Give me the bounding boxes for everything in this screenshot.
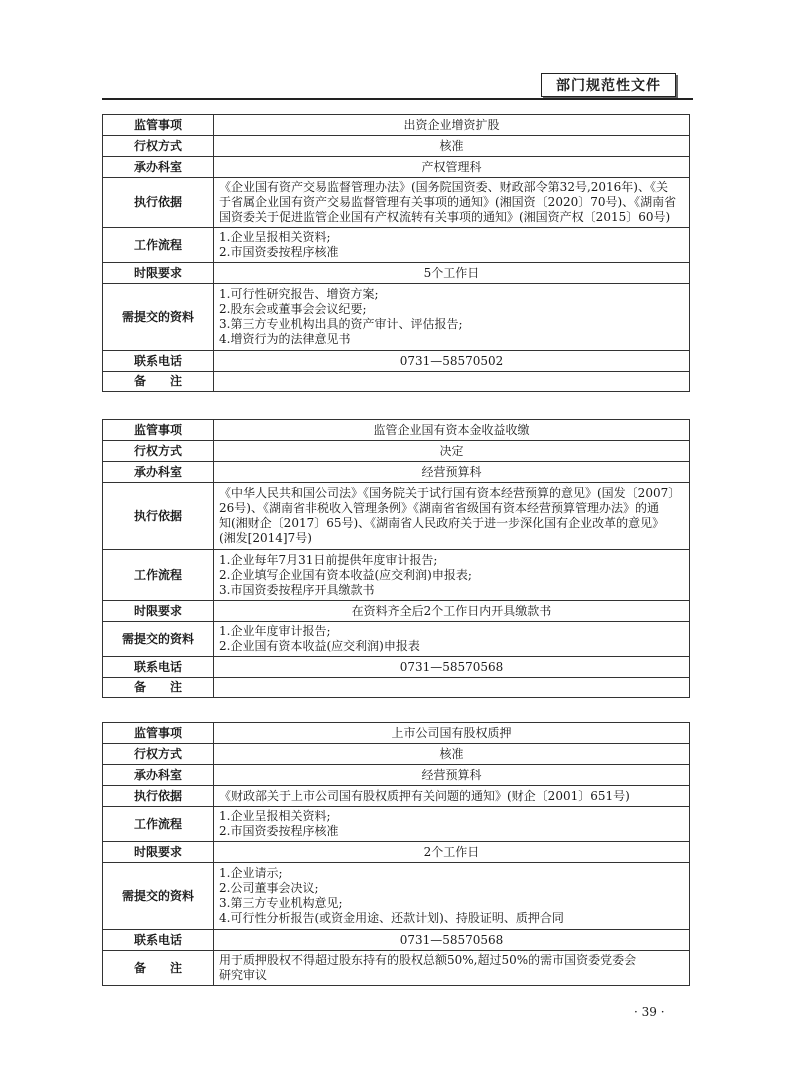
label-phone: 联系电话 bbox=[103, 657, 214, 678]
label-process: 工作流程 bbox=[103, 550, 214, 601]
basis-value bbox=[214, 786, 690, 807]
dept-value: 经营预算科 bbox=[214, 462, 690, 483]
dept-value: 产权管理科 bbox=[214, 157, 690, 178]
phone-value: 0731—58570502 bbox=[214, 351, 690, 372]
process-line: 3.市国资委按程序开具缴款书 bbox=[219, 582, 375, 597]
process-value bbox=[214, 550, 690, 601]
page-number: · 39 · bbox=[634, 1005, 665, 1019]
label-materials: 需提交的资料 bbox=[103, 284, 214, 351]
materials-value bbox=[214, 863, 690, 930]
mode-value: 核准 bbox=[214, 136, 690, 157]
header-rule bbox=[102, 98, 693, 100]
label-phone: 联系电话 bbox=[103, 351, 214, 372]
materials-line: 1.企业请示; bbox=[219, 866, 283, 880]
materials-line: 4.增资行为的法律意见书 bbox=[219, 332, 351, 346]
label-materials: 需提交的资料 bbox=[103, 863, 214, 930]
basis-line: 《中华人民共和国公司法》《国务院关于试行国有资本经营预算的意见》(国发〔2007〕 bbox=[219, 486, 681, 500]
item-value: 上市公司国有股权质押 bbox=[214, 723, 690, 744]
time-value: 5个工作日 bbox=[214, 263, 690, 284]
label-time: 时限要求 bbox=[103, 601, 214, 622]
label-item: 监管事项 bbox=[103, 115, 214, 136]
remark-line: 研究审议 bbox=[219, 968, 268, 982]
materials-line: 4.可行性分析报告(或资金用途、还款计划)、持股证明、质押合同 bbox=[219, 911, 564, 925]
label-basis: 执行依据 bbox=[103, 178, 214, 228]
label-remark: 备 注 bbox=[103, 678, 214, 698]
basis-line: 国资委关于促进监管企业国有产权流转有关事项的通知》(湘国资产权〔2015〕60号) bbox=[219, 210, 671, 224]
time-value: 在资料齐全后2个工作日内开具缴款书 bbox=[214, 601, 690, 622]
materials-line: 3.第三方专业机构出具的资产审计、评估报告; bbox=[219, 317, 463, 331]
time-value: 2个工作日 bbox=[214, 842, 690, 863]
process-line: 1.企业呈报相关资料; bbox=[219, 809, 331, 823]
dept-value: 经营预算科 bbox=[214, 765, 690, 786]
label-basis: 执行依据 bbox=[103, 483, 214, 550]
materials-line: 3.第三方专业机构意见; bbox=[219, 896, 343, 910]
process-line: 2.市国资委按程序核准 bbox=[219, 824, 339, 838]
label-phone: 联系电话 bbox=[103, 930, 214, 951]
process-line: 1.企业每年7月31日前提供年度审计报告; bbox=[219, 552, 438, 567]
document-category-badge: 部门规范性文件 bbox=[541, 73, 676, 97]
label-remark: 备 注 bbox=[103, 951, 214, 986]
basis-value bbox=[214, 178, 690, 228]
regulatory-item-table-1 bbox=[102, 114, 690, 392]
phone-value: 0731—58570568 bbox=[214, 657, 690, 678]
label-dept: 承办科室 bbox=[103, 157, 214, 178]
process-line: 2.企业填写企业国有资本收益(应交利润)申报表; bbox=[219, 567, 472, 582]
basis-line: 知(湘财企〔2017〕65号)、《湖南省人民政府关于进一步深化国有企业改革的意见》 bbox=[219, 516, 665, 530]
label-dept: 承办科室 bbox=[103, 765, 214, 786]
remark-value bbox=[214, 951, 690, 986]
materials-value bbox=[214, 622, 690, 657]
label-basis: 执行依据 bbox=[103, 786, 214, 807]
materials-value bbox=[214, 284, 690, 351]
label-time: 时限要求 bbox=[103, 842, 214, 863]
basis-line: (湘发[2014]7号) bbox=[219, 531, 312, 545]
mode-value: 决定 bbox=[214, 441, 690, 462]
label-remark: 备 注 bbox=[103, 372, 214, 392]
process-value bbox=[214, 807, 690, 842]
label-mode: 行权方式 bbox=[103, 744, 214, 765]
materials-line: 1.可行性研究报告、增资方案; bbox=[219, 287, 379, 301]
process-line: 2.市国资委按程序核准 bbox=[219, 245, 339, 259]
label-mode: 行权方式 bbox=[103, 441, 214, 462]
mode-value: 核准 bbox=[214, 744, 690, 765]
label-mode: 行权方式 bbox=[103, 136, 214, 157]
label-dept: 承办科室 bbox=[103, 462, 214, 483]
item-value: 监管企业国有资本金收益收缴 bbox=[214, 420, 690, 441]
remark-line: 用于质押股权不得超过股东持有的股权总额50%,超过50%的需市国资委党委会 bbox=[219, 953, 637, 967]
regulatory-item-table-2 bbox=[102, 419, 690, 698]
basis-line: 《财政部关于上市公司国有股权质押有关问题的通知》(财企〔2001〕651号) bbox=[219, 788, 630, 803]
item-value: 出资企业增资扩股 bbox=[214, 115, 690, 136]
process-value bbox=[214, 228, 690, 263]
materials-line: 2.公司董事会决议; bbox=[219, 881, 319, 895]
materials-line: 2.股东会或董事会会议纪要; bbox=[219, 302, 367, 316]
process-line: 1.企业呈报相关资料; bbox=[219, 230, 331, 244]
basis-line: 《企业国有资产交易监督管理办法》(国务院国资委、财政部令第32号,2016年)、《关 bbox=[219, 180, 668, 194]
label-process: 工作流程 bbox=[103, 807, 214, 842]
label-process: 工作流程 bbox=[103, 228, 214, 263]
basis-line: 26号)、《湖南省非税收入管理条例》《湖南省省级国有资本经营预算管理办法》的通 bbox=[219, 501, 659, 515]
regulatory-item-table-3 bbox=[102, 722, 690, 986]
basis-line: 于省属企业国有资产交易监督管理有关事项的通知》(湘国资〔2020〕70号)、《湖南省 bbox=[219, 195, 677, 209]
basis-value bbox=[214, 483, 690, 550]
label-time: 时限要求 bbox=[103, 263, 214, 284]
label-item: 监管事项 bbox=[103, 723, 214, 744]
label-materials: 需提交的资料 bbox=[103, 622, 214, 657]
label-item: 监管事项 bbox=[103, 420, 214, 441]
materials-line: 2.企业国有资本收益(应交利润)申报表 bbox=[219, 639, 420, 653]
remark-value bbox=[214, 678, 690, 698]
phone-value: 0731—58570568 bbox=[214, 930, 690, 951]
remark-value bbox=[214, 372, 690, 392]
materials-line: 1.企业年度审计报告; bbox=[219, 624, 331, 638]
